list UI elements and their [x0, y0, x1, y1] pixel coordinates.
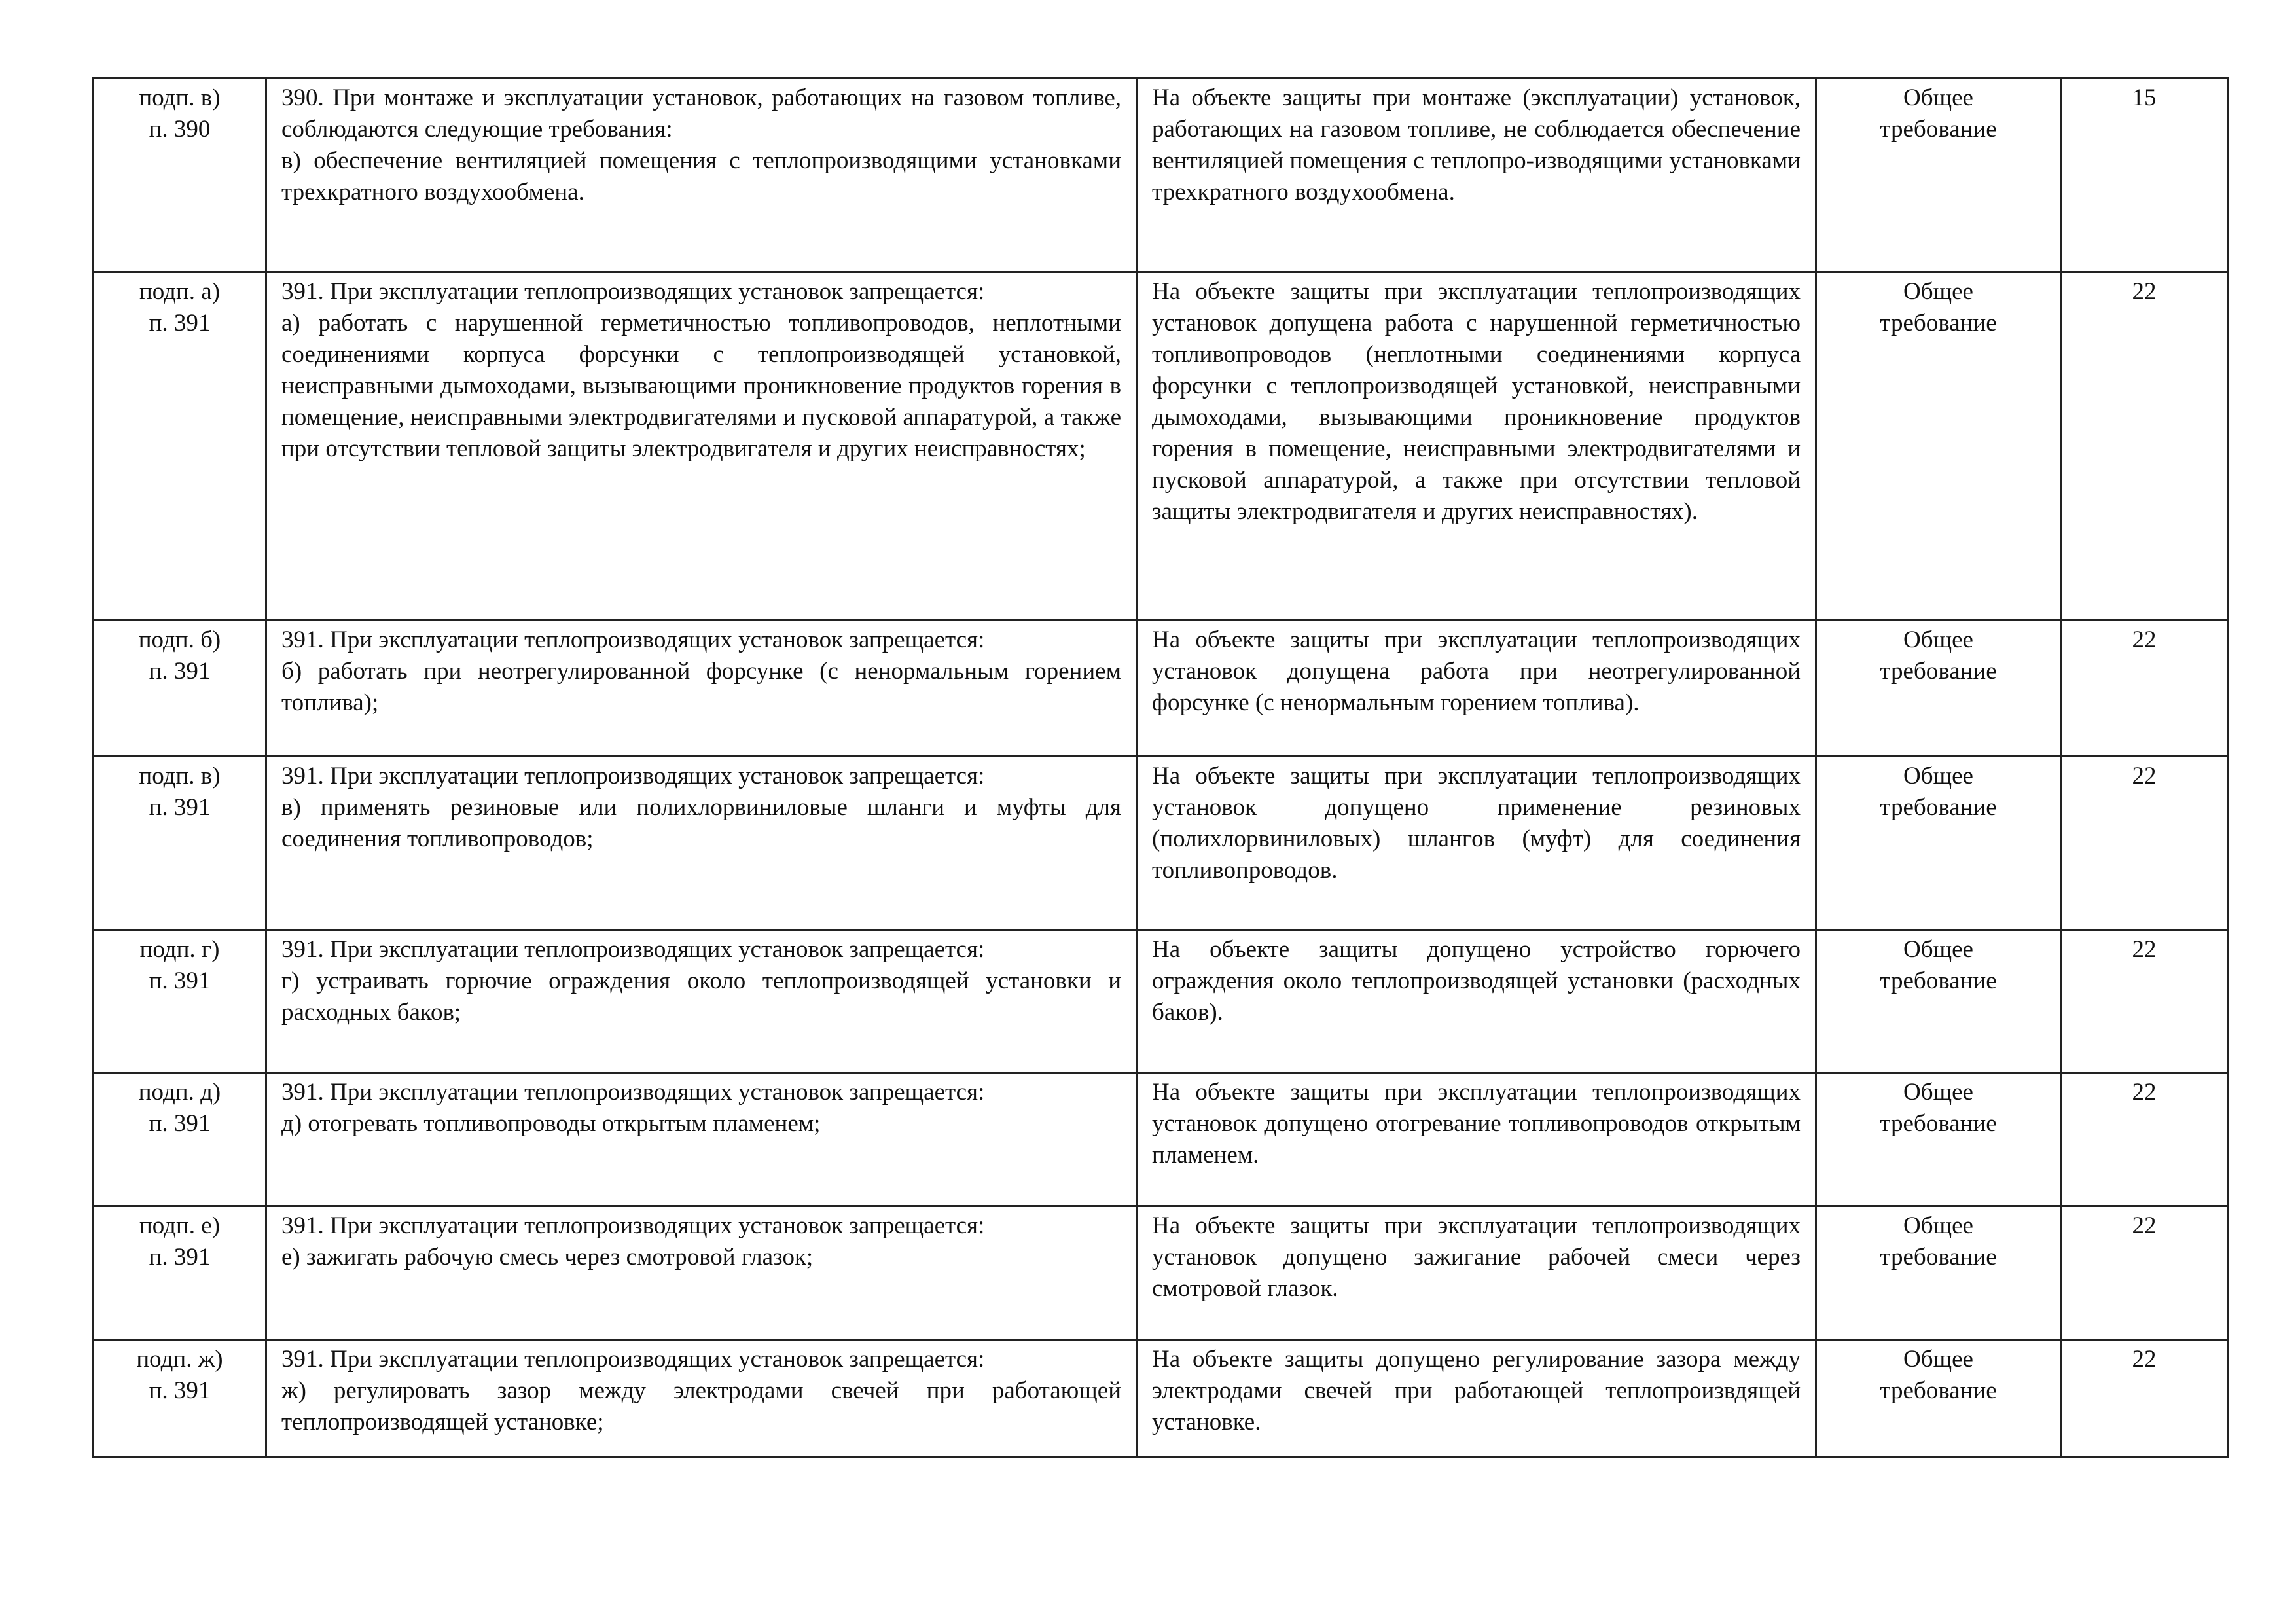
violation-description-cell: На объекте защиты при эксплуатации теплопроизводящих установок допущено отогревание топливопроводов открытым пламенем. [1137, 1073, 1816, 1206]
subclause-label: подп. в) [139, 763, 221, 789]
clause-label: п. 391 [149, 794, 211, 821]
category-word-1: Общее [1903, 936, 1973, 963]
violation-description-cell: На объекте защиты при монтаже (эксплуатации) установок, работающих на газовом топливе, не соблюдается обеспечение вентиляцией помещения с теплопро-изводящими установками трехкратного воздухообмена. [1137, 79, 1816, 272]
table-row [94, 1206, 2228, 1340]
violation-description-cell: На объекте защиты при эксплуатации теплопроизводящих установок допущена работа с нарушенной герметичностью топливопроводов (неплотными соединениями корпуса форсунки с теплопроизводящей установкой, неисправными дымоходами, вызывающими проникновение продуктов горения в помещение, неисправными электродвигателями и пусковой аппаратурой, а также при отсутствии тепловой защиты электродвигателя и других неисправностях). [1137, 272, 1816, 621]
requirement-item: а) работать с нарушенной герметичностью топливопроводов, неплотными соединениями корпуса форсунки с теплопроизводящей установкой, неисправными дымоходами, вызывающими проникновение продуктов горения в помещение, неисправными электродвигателями и пусковой аппаратурой, а также при отсутствии тепловой защиты электродвигателя и других неисправностях; [281, 310, 1121, 462]
violation-description-cell: На объекте защиты при эксплуатации теплопроизводящих установок допущено зажигание рабочей смеси через смотровой глазок. [1137, 1206, 1816, 1340]
requirement-item: б) работать при неотрегулированной форсунке (с ненормальным горением топлива); [281, 658, 1121, 716]
subclause-label: подп. в) [139, 84, 221, 111]
value-cell: 22 [2061, 621, 2228, 757]
requirement-heading: 391. При эксплуатации теплопроизводящих установок запрещается: [281, 763, 985, 789]
value-cell: 22 [2061, 1340, 2228, 1458]
requirement-text-cell [266, 79, 1137, 272]
value-cell: 22 [2061, 930, 2228, 1073]
table-row [94, 757, 2228, 930]
violation-description-cell: На объекте защиты при эксплуатации теплопроизводящих установок допущена работа при неотрегулированной форсунке (с ненормальным горением топлива). [1137, 621, 1816, 757]
requirement-heading: 391. При эксплуатации теплопроизводящих установок запрещается: [281, 278, 985, 305]
subclause-label: подп. е) [139, 1212, 221, 1239]
value-cell: 15 [2061, 79, 2228, 272]
value-cell: 22 [2061, 272, 2228, 621]
clause-reference-cell [94, 930, 266, 1073]
value-cell: 22 [2061, 757, 2228, 930]
requirement-item: в) применять резиновые или полихлорвиниловые шланги и муфты для соединения топливопроводов; [281, 794, 1121, 852]
violation-description-cell: На объекте защиты при эксплуатации теплопроизводящих установок допущено применение резиновых (полихлорвиниловых) шлангов (муфт) для соединения топливопроводов. [1137, 757, 1816, 930]
requirement-heading: 391. При эксплуатации теплопроизводящих установок запрещается: [281, 936, 985, 963]
subclause-label: подп. д) [138, 1079, 221, 1106]
category-word-1: Общее [1903, 278, 1973, 305]
clause-label: п. 391 [149, 1110, 211, 1137]
requirement-heading: 390. При монтаже и эксплуатации установок, работающих на газовом топливе, соблюдаются следующие требования: [281, 84, 1121, 143]
requirement-category-cell [1816, 1340, 2061, 1458]
violation-description-cell: На объекте защиты допущено устройство горючего ограждения около теплопроизводящей установки (расходных баков). [1137, 930, 1816, 1073]
requirement-heading: 391. При эксплуатации теплопроизводящих установок запрещается: [281, 1346, 985, 1373]
category-word-2: требование [1880, 658, 1997, 685]
category-word-1: Общее [1903, 763, 1973, 789]
table-row [94, 1340, 2228, 1458]
clause-reference-cell [94, 1073, 266, 1206]
value-cell: 22 [2061, 1206, 2228, 1340]
clause-label: п. 391 [149, 310, 211, 336]
table-row [94, 1073, 2228, 1206]
clause-label: п. 391 [149, 1244, 211, 1271]
table-row [94, 621, 2228, 757]
clause-reference-cell [94, 272, 266, 621]
requirement-item: д) отогревать топливопроводы открытым пламенем; [281, 1110, 821, 1137]
value-cell: 22 [2061, 1073, 2228, 1206]
clause-label: п. 391 [149, 967, 211, 994]
requirement-item: в) обеспечение вентиляцией помещения с теплопроизводящими установками трехкратного воздухообмена. [281, 147, 1121, 206]
category-word-2: требование [1880, 794, 1997, 821]
clause-reference-cell [94, 1206, 266, 1340]
requirement-category-cell [1816, 1073, 2061, 1206]
clause-label: п. 391 [149, 1377, 211, 1404]
requirements-table [92, 77, 2229, 1458]
requirement-item: г) устраивать горючие ограждения около теплопроизводящей установки и расходных баков; [281, 967, 1121, 1026]
clause-label: п. 390 [149, 116, 211, 143]
category-word-1: Общее [1903, 84, 1973, 111]
clause-label: п. 391 [149, 658, 211, 685]
category-word-1: Общее [1903, 626, 1973, 653]
category-word-1: Общее [1903, 1079, 1973, 1106]
table-row [94, 79, 2228, 272]
requirement-text-cell [266, 757, 1137, 930]
category-word-2: требование [1880, 310, 1997, 336]
subclause-label: подп. а) [139, 278, 221, 305]
requirement-text-cell [266, 272, 1137, 621]
category-word-1: Общее [1903, 1212, 1973, 1239]
requirement-category-cell [1816, 930, 2061, 1073]
table-row [94, 272, 2228, 621]
category-word-2: требование [1880, 967, 1997, 994]
table-row [94, 930, 2228, 1073]
clause-reference-cell [94, 1340, 266, 1458]
requirement-heading: 391. При эксплуатации теплопроизводящих установок запрещается: [281, 1079, 985, 1106]
requirement-category-cell [1816, 79, 2061, 272]
subclause-label: подп. г) [139, 936, 220, 963]
subclause-label: подп. б) [138, 626, 221, 653]
category-word-2: требование [1880, 1377, 1997, 1404]
subclause-label: подп. ж) [136, 1346, 223, 1373]
requirement-category-cell [1816, 757, 2061, 930]
requirement-item: ж) регулировать зазор между электродами свечей при работающей теплопроизводящей установке; [281, 1377, 1121, 1435]
requirement-text-cell [266, 1206, 1137, 1340]
clause-reference-cell [94, 757, 266, 930]
category-word-2: требование [1880, 116, 1997, 143]
violation-description-cell: На объекте защиты допущено регулирование зазора между электродами свечей при работающей теплопроизвдящей установке. [1137, 1340, 1816, 1458]
requirement-heading: 391. При эксплуатации теплопроизводящих установок запрещается: [281, 1212, 985, 1239]
requirement-text-cell [266, 1340, 1137, 1458]
requirement-text-cell [266, 930, 1137, 1073]
category-word-2: требование [1880, 1110, 1997, 1137]
clause-reference-cell [94, 621, 266, 757]
requirement-text-cell [266, 1073, 1137, 1206]
requirement-category-cell [1816, 1206, 2061, 1340]
clause-reference-cell [94, 79, 266, 272]
category-word-2: требование [1880, 1244, 1997, 1271]
requirement-item: е) зажигать рабочую смесь через смотровой глазок; [281, 1244, 814, 1271]
requirement-text-cell [266, 621, 1137, 757]
category-word-1: Общее [1903, 1346, 1973, 1373]
requirement-category-cell [1816, 272, 2061, 621]
requirement-heading: 391. При эксплуатации теплопроизводящих установок запрещается: [281, 626, 985, 653]
requirement-category-cell [1816, 621, 2061, 757]
